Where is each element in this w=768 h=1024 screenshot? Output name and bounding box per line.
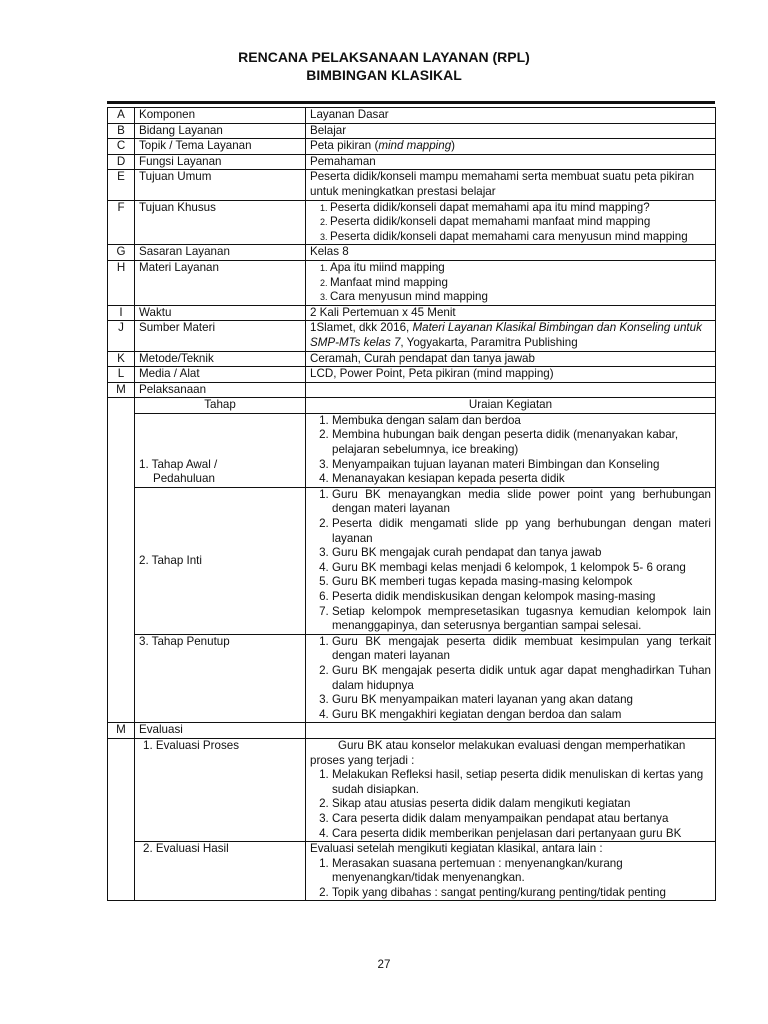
row-label: Sumber Materi: [135, 321, 306, 351]
col-header-tahap: Tahap: [135, 398, 306, 414]
evaluasi-label: 1. Evaluasi Proses: [135, 738, 306, 841]
stage-activities: [306, 413, 716, 487]
row-code: E: [108, 170, 135, 200]
objective-list: [310, 201, 711, 245]
list-item: 2. Membina hubungan baik dengan peserta didik (menanyakan kabar, pelajaran sebelumnya, ice breaking): [332, 428, 711, 457]
activity-list: [310, 488, 711, 634]
list-item: 4. Cara peserta didik memberikan penjelasan dari pertanyaan guru BK: [332, 827, 711, 842]
row-code: I: [108, 305, 135, 321]
value-text: Peta pikiran (: [310, 139, 379, 153]
list-item: 1. Peserta didik/konseli dapat memahami apa itu mind mapping?: [330, 201, 711, 216]
list-item: 1. Merasakan suasana pertemuan : menyenangkan/kurang menyenangkan/tidak menyenangkan.: [332, 857, 711, 886]
row-value: [306, 321, 716, 351]
pelaksanaan-header-row: [108, 398, 716, 414]
row-value: Layanan Dasar: [306, 108, 716, 124]
evaluasi-list: [310, 857, 711, 901]
row-value: [306, 200, 716, 245]
activity-list: [310, 414, 711, 487]
list-item: 2. Sikap atau atusias peserta didik dalam mengikuti kegiatan: [332, 797, 711, 812]
row-code: K: [108, 351, 135, 367]
row-g: [108, 245, 716, 261]
row-value: [306, 723, 716, 739]
list-item: 3. Guru BK menyampaikan materi layanan yang akan datang: [332, 693, 711, 708]
row-code-blank: [108, 738, 135, 901]
row-code: M: [108, 723, 135, 739]
row-i: [108, 305, 716, 321]
stage-label-line: Pedahuluan: [153, 472, 215, 486]
list-item: 5. Guru BK memberi tugas kepada masing-masing kelompok: [332, 575, 711, 590]
stage-awal: [108, 413, 716, 487]
row-label: Pelaksanaan: [135, 382, 306, 398]
row-label: Waktu: [135, 305, 306, 321]
stage-label: 3. Tahap Penutup: [135, 634, 306, 723]
row-code: L: [108, 367, 135, 383]
row-e: [108, 170, 716, 200]
row-value: [306, 139, 716, 155]
row-d: [108, 154, 716, 170]
row-label: Metode/Teknik: [135, 351, 306, 367]
list-item: 2. Topik yang dibahas : sangat penting/kurang penting/tidak penting: [332, 886, 711, 901]
row-value: Ceramah, Curah pendapat dan tanya jawab: [306, 351, 716, 367]
value-text: , Yogyakarta, Paramitra Publishing: [400, 335, 578, 349]
value-italic: mind mapping: [378, 139, 452, 153]
stage-activities: [306, 487, 716, 634]
value-text: 1Slamet, dkk 2016,: [310, 321, 413, 335]
stage-label: [135, 413, 306, 487]
evaluasi-intro: Evaluasi setelah mengikuti kegiatan klasikal, antara lain :: [310, 842, 603, 856]
stage-inti: [108, 487, 716, 634]
list-item: 1. Guru BK mengajak peserta didik membuat kesimpulan yang terkait dengan materi layanan: [332, 635, 711, 664]
row-code: B: [108, 123, 135, 139]
page-number: 27: [377, 958, 391, 971]
row-label: Fungsi Layanan: [135, 154, 306, 170]
document-title: RENCANA PELAKSANAAN LAYANAN (RPL): [238, 49, 530, 65]
row-code: J: [108, 321, 135, 351]
row-evaluasi: [108, 723, 716, 739]
document-subtitle: BIMBINGAN KLASIKAL: [306, 67, 462, 83]
list-item: 1. Membuka dengan salam dan berdoa: [332, 414, 711, 429]
row-code: H: [108, 260, 135, 305]
row-value: Pemahaman: [306, 154, 716, 170]
row-label: Media / Alat: [135, 367, 306, 383]
row-k: [108, 351, 716, 367]
stage-activities: [306, 634, 716, 723]
list-item: 2. Manfaat mind mapping: [330, 276, 711, 291]
evaluasi-list: [310, 768, 711, 841]
list-item: 2. Guru BK mengajak peserta didik untuk agar dapat menghadirkan Tuhan dalam hidupnya: [332, 664, 711, 693]
row-code-blank: [108, 398, 135, 723]
list-item: 3. Peserta didik/konseli dapat memahami cara menyusun mind mapping: [330, 230, 711, 245]
row-label: Materi Layanan: [135, 260, 306, 305]
list-item: 4. Guru BK membagi kelas menjadi 6 kelompok, 1 kelompok 5- 6 orang: [332, 561, 711, 576]
evaluasi-label: 2. Evaluasi Hasil: [135, 842, 306, 901]
list-item: 2. Peserta didik mengamati slide pp yang berhubungan dengan materi layanan: [332, 517, 711, 546]
list-item: 6. Peserta didik mendiskusikan dengan kelompok masing-masing: [332, 590, 711, 605]
row-value: [306, 382, 716, 398]
row-code: A: [108, 108, 135, 124]
list-item: 3. Menyampaikan tujuan layanan materi Bimbingan dan Konseling: [332, 458, 711, 473]
row-j: [108, 321, 716, 351]
evaluasi-content: [306, 842, 716, 901]
list-item: 7. Setiap kelompok mempresetasikan tugasnya kemudian kelompok lain menanggapinya, dan seterusnya bergantian sampai selesai.: [332, 605, 711, 634]
row-c: [108, 139, 716, 155]
row-value: Belajar: [306, 123, 716, 139]
list-item: 1. Guru BK menayangkan media slide power point yang berhubungan dengan materi layanan: [332, 488, 711, 517]
evaluasi-proses: [108, 738, 716, 841]
row-label: Evaluasi: [135, 723, 306, 739]
row-code: G: [108, 245, 135, 261]
list-item: 4. Guru BK mengakhiri kegiatan dengan berdoa dan salam: [332, 708, 711, 723]
row-l: [108, 367, 716, 383]
list-item: 1. Apa itu miind mapping: [330, 261, 711, 276]
stage-label-line: 1. Tahap Awal /: [139, 457, 218, 471]
row-code: F: [108, 200, 135, 245]
row-label: Topik / Tema Layanan: [135, 139, 306, 155]
row-value: [306, 260, 716, 305]
row-code: M: [108, 382, 135, 398]
list-item: 3. Cara peserta didik dalam menyampaikan pendapat atau bertanya: [332, 812, 711, 827]
evaluasi-content: [306, 738, 716, 841]
row-code: C: [108, 139, 135, 155]
row-value: 2 Kali Pertemuan x 45 Menit: [306, 305, 716, 321]
list-item: 4. Menanayakan kesiapan kepada peserta didik: [332, 472, 711, 487]
row-value: Peserta didik/konseli mampu memahami serta membuat suatu peta pikiran untuk meningkatkan prestasi belajar: [306, 170, 716, 200]
stage-penutup: [108, 634, 716, 723]
rpl-table: [107, 107, 716, 901]
row-b: [108, 123, 716, 139]
title-rule: [107, 101, 715, 104]
value-italic: Materi Layanan Klasikal Bimbingan dan Konseling untuk SMP-MTs kelas 7: [310, 321, 702, 349]
value-text: ): [451, 139, 456, 153]
row-label: Tujuan Umum: [135, 170, 306, 200]
row-value: Kelas 8: [306, 245, 716, 261]
material-list: [310, 261, 711, 305]
evaluasi-intro: Guru BK atau konselor melakukan evaluasi dengan memperhatikan proses yang terjadi :: [310, 738, 686, 767]
stage-label: 2. Tahap Inti: [135, 487, 306, 634]
list-item: 3. Cara menyusun mind mapping: [330, 290, 711, 305]
list-item: 1. Melakukan Refleksi hasil, setiap peserta didik menuliskan di kertas yang sudah disiapkan.: [332, 768, 711, 797]
row-label: Sasaran Layanan: [135, 245, 306, 261]
list-item: 3. Guru BK mengajak curah pendapat dan tanya jawab: [332, 546, 711, 561]
list-item: 2. Peserta didik/konseli dapat memahami manfaat mind mapping: [330, 215, 711, 230]
row-h: [108, 260, 716, 305]
row-f: [108, 200, 716, 245]
row-a: [108, 108, 716, 124]
row-label: Komponen: [135, 108, 306, 124]
evaluasi-hasil: [108, 842, 716, 901]
row-value: LCD, Power Point, Peta pikiran (mind mapping): [306, 367, 716, 383]
activity-list: [310, 635, 711, 723]
row-code: D: [108, 154, 135, 170]
row-m: [108, 382, 716, 398]
row-label: Tujuan Khusus: [135, 200, 306, 245]
col-header-uraian: Uraian Kegiatan: [306, 398, 716, 414]
row-label: Bidang Layanan: [135, 123, 306, 139]
